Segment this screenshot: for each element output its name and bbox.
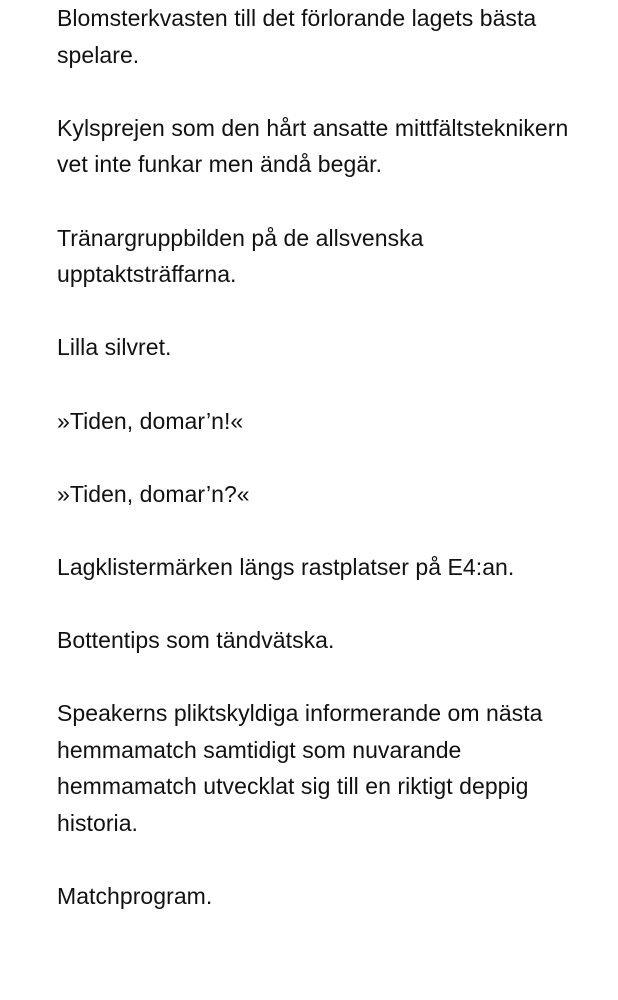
paragraph-lagklistermarken: Lagklistermärken längs rastplatser på E4:an.	[57, 553, 515, 580]
paragraph-kylsprejen: Kylsprejen som den hårt ansatte mittfältsteknikern vet inte funkar men ändå begär.	[57, 114, 569, 178]
paragraph-matchprogram: Matchprogram.	[57, 883, 213, 910]
paragraph-tiden-question: »Tiden, domar’n?«	[57, 480, 250, 507]
paragraph-bottentips: Bottentips som tändvätska.	[57, 627, 335, 654]
paragraph-tranargruppbilden: Tränargruppbilden på de allsvenska upptaktsträffarna.	[57, 224, 424, 288]
paragraph-tiden-exclaim: »Tiden, domar’n!«	[57, 407, 244, 434]
paragraph-speakerns: Speakerns pliktskyldiga informerande om nästa hemmamatch samtidigt som nuvarande hemmamatch utvecklat sig till en riktigt deppig historia.	[57, 700, 543, 837]
paragraph-blomsterkvasten: Blomsterkvasten till det förlorande lagets bästa spelare.	[57, 5, 537, 68]
paragraph-lilla-silvret: Lilla silvret.	[57, 334, 172, 361]
reader-text-column	[57, 0, 577, 951]
